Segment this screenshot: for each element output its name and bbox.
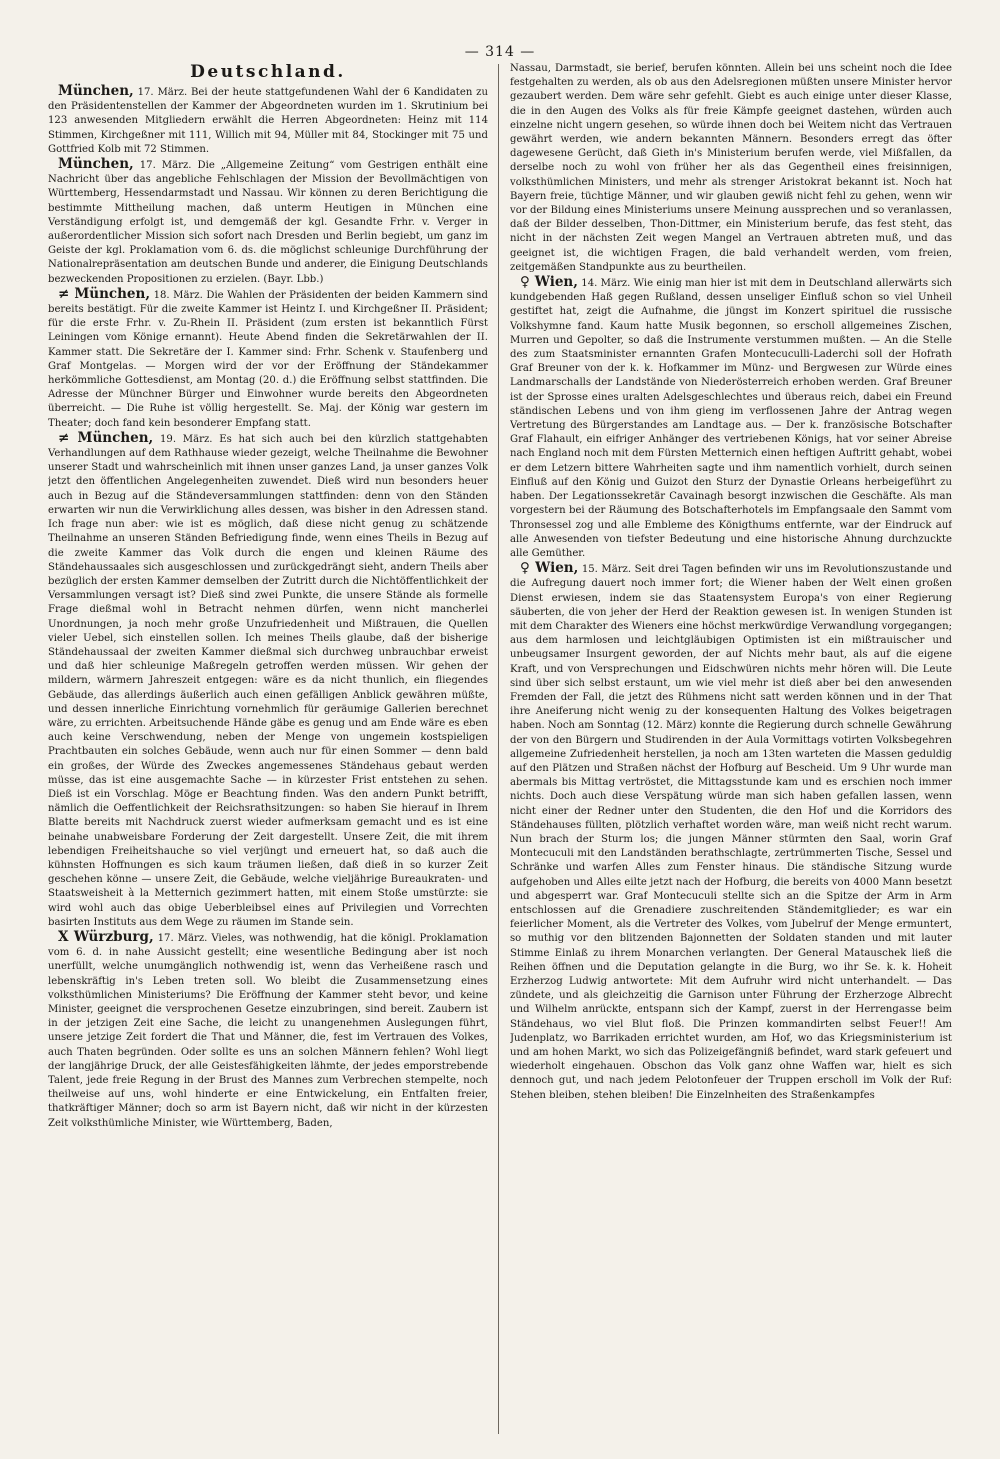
article-wurzburg-continued bbox=[510, 62, 952, 275]
article-munich-17-zeitung bbox=[48, 157, 488, 287]
page-number: — 314 — bbox=[464, 44, 536, 60]
article-munich-18 bbox=[48, 287, 488, 431]
article-text: Es hat sich auch bei den kürzlich stattgehabten Verhandlungen auf dem Rathhause wieder gezeigt, welche Theilnahme die Bewohner unserer Stadt und wahrscheinlich mit ihnen unser ganzes Land, ja unser ganzes Volk jetzt den öffentlichen Angelegenheiten zuwendet. Dieß wird nun besonders heuer auch in Bezug auf die Ständeversammlungen stattfinden: denn von den Ständen erwarten wir nun die Verwirklichung alles dessen, was bisher in den Adressen stand. Ich frage nun aber: wie ist es möglich, daß diese nicht genug zu schätzende Theilnahme an unseren Ständen Befriedigung finde, wenn eines Theils in Bezug auf die zweite Kammer das Volk durch die engen und kleinen Räume des Ständehaussaales sich ausgeschlossen und zurückgedrängt sieht, andern Theils aber bezüglich der ersten Kammer demselben der Zutritt durch die Nichtöffentlichkeit der Versammlungen versagt ist? Dieß sind zwei Punkte, die unsere Stände als formelle Frage dießmal wohl in Betracht nehmen dürfen, wenn nicht mancherlei Unordnungen, ja noch mehr große Unzufriedenheit und Mißtrauen, die Quellen vieler Uebel, sich einstellen sollen. Ich meines Theils glaube, daß der bisherige Ständehaussaal der zweiten Kammer dießmal sich durchweg unbrauchbar erweist und daß hier schleunige Maßregeln getroffen werden müssen. Wir gehen der mildern, wärmern Jahreszeit entgegen: wäre es da nicht thunlich, ein fliegendes Gebäude, das allerdings äußerlich auch einen gefälligen Anblick gewähren müßte, und dessen innerliche Einrichtung vornehmlich für geräumige Gallerien berechnet wäre, zu errichten. Arbeitsuchende Hände gäbe es genug und am Ende wäre es eben auch keine Verschwendung, neben der Menge von ungemein kostspieligen Prachtbauten ein solches Gebäude, wenn auch nur für einen Sommer — denn bald ein großes, der Würde des Zweckes angemessenes Ständehaus gebaut werden müsse, das ist eine ausgemachte Sache — in kürzester Frist entstehen zu sehen. Dieß ist ein Vorschlag. Möge er Beachtung finden. Was den andern Punkt betrifft, nämlich die Oeffentlichkeit der Reichsrathsitzungen: so haben Sie hierauf in Ihrem Blatte bereits mit Nachdruck zuerst wieder aufmerksam gemacht und es ist eine beinahe unabweisbare Forderung der Zeit dargestellt. Unsere Zeit, die mit ihrem lebendigen Freiheitshauche so viel verjüngt und erneuert hat, so daß auch die kühnsten Hoffnungen es sich kaum träumen ließen, daß dieß in so kurzer Zeit geschehen könne — unsere Zeit, die Gebäude, welche vieljährige Bureaukraten- und Staatsweisheit à la Metternich gezimmert hatten, mit einem Stoße umstürzte: sie wird wohl auch das obige Ueberbleibsel eines auf Privilegien und Vorrechten basirten Instituts aus dem Wege zu räumen im Stande sein. bbox=[48, 433, 488, 928]
article-text: Die „Allgemeine Zeitung“ vom Gestrigen enthält eine Nachricht über das angebliche Fehlschlagen der Mission der Bevollmächtigen von Württemberg, Hessendarmstadt und Nassau. Wir können zu deren Berichtigung die bestimmte Mittheilung machen, daß unterm Heutigen in München eine Verständigung erfolgt ist, und demgemäß der kgl. Gesandte Frhr. v. Verger in außerordentlicher Mission sich sofort nach Dresden und Berlin begiebt, um ganz im Geiste der kgl. Proklamation vom 6. ds. die möglichst schleunige Durchführung der Nationalrepräsentation am deutschen Bunde und anderer, die Einigung Deutschlands bezweckenden Propositionen zu erzielen. (Bayr. Lbb.) bbox=[48, 160, 488, 285]
article-dateline: München, bbox=[58, 156, 134, 173]
article-date: 19. März. bbox=[159, 433, 213, 445]
article-vienna-15 bbox=[510, 561, 952, 1103]
article-munich-17-election bbox=[48, 84, 488, 157]
article-date: 18. März. bbox=[153, 289, 203, 301]
right-column bbox=[510, 62, 952, 1442]
article-text: Bei der heute stattgefundenen Wahl der 6 Kandidaten zu den Präsidentenstellen der Kammer der Abgeordneten wurden im 1. Skrutinium bei 123 anwesenden Mitgliedern erwählt die Herren Abgeordneten: Heinz mit 114 Stimmen, Kirchgeßner mit 111, Willich mit 94, Müller mit 84, Stockinger mit 75 und Gottfried Kolb mit 72 Stimmen. bbox=[48, 87, 488, 155]
article-date: 17. März. bbox=[157, 932, 208, 944]
article-vienna-14 bbox=[510, 275, 952, 561]
article-date: 15. März. bbox=[581, 564, 632, 576]
article-text: Nassau, Darmstadt, sie berief, berufen könnten. Allein bei uns scheint noch die Idee festgehalten zu werden, als ob aus den Adelsregionen müßten unsere Minister hervor gezaubert werden. Dem wäre sehr gefehlt. Giebt es auch einige unter dieser Klasse, die in den Augen des Volks als für freie Kämpfe geeignet dastehen, würden auch einzelne nicht ungern gesehen, so würde ihnen doch bei Weitem nicht das Vertrauen gewährt werden, wie andern bekannten Männern. Besonders erregt das öfter dagewesene Gerücht, daß Gieth in's Ministerium berufen werde, viel Mißfallen, da derselbe noch zu wohl von früher her als das Gegentheil eines freisinnigen, volksthümlichen Ministers, und mehr als strenger Aristokrat bekannt ist. Noch hat Bayern freie, tüchtige Männer, und wir glauben gewiß nicht fehl zu gehen, wenn wir vor der Bildung eines Ministeriums unsere Meinung aussprechen und so veranlassen, daß der Bilder desselben, Thon-Dittmer, ein Ministerium berufe, das fest steht, das nicht in der nächsten Zeit wegen Mangel an Vertrauen abtreten muß, und das geeignet ist, die wichtigen Fragen, die bald verhandelt werden, vom freien, zeitgemäßen Standpunkte aus zu beurtheilen. bbox=[510, 63, 952, 273]
article-dateline: ♀ Wien, bbox=[520, 560, 579, 577]
article-date: 14. März. bbox=[581, 278, 631, 290]
article-wurzburg-17 bbox=[48, 930, 488, 1131]
article-dateline: München, bbox=[58, 83, 134, 99]
article-dateline: ≠ München, bbox=[58, 429, 154, 446]
article-dateline: ≠ München, bbox=[58, 285, 151, 302]
article-date: 17. März. bbox=[139, 160, 192, 172]
left-column bbox=[48, 62, 488, 1442]
article-text: Die Wahlen der Präsidenten der beiden Kammern sind bereits bestätigt. Für die zweite Kammer ist Heintz I. und Kirchgeßner II. Präsident; für die erste Frhr. v. Zu-Rhein II. Präsident (zum ersten ist bekanntlich Fürst Leiningen vom Könige ernannt). Heute Abend finden die Sekretärwahlen der II. Kammer statt. Die Sekretäre der I. Kammer sind: Frhr. Schenk v. Staufenberg und Graf Montgelas. — Morgen wird der vor der Eröffnung der Ständekammer herkömmliche Gottesdienst, am Montag (20. d.) die Eröffnung selbst stattfinden. Die Adresse der Münchner Bürger und Einwohner wurde bereits den Abgeordneten überreicht. — Die Ruhe ist völlig hergestellt. Se. Maj. der König war gestern im Theater; doch fand kein besonderer Empfang statt. bbox=[48, 289, 488, 429]
section-title: Deutschland. bbox=[190, 62, 346, 82]
article-dateline: X Würzburg, bbox=[58, 928, 154, 945]
article-text: Seit drei Tagen befinden wir uns im Revolutionszustande und die Aufregung dauert noch immer fort; die Wiener haben der Welt einen großen Dienst erwiesen, indem sie das Staatensystem Europa's von einer Regierung säuberten, die von jeher der Herd der Reaktion gewesen ist. In wenigen Stunden ist mit dem Charakter des Wieners eine höchst merkwürdige Verwandlung vorgegangen; aus dem harmlosen und leichtgläubigen Optimisten ist ein mißtrauischer und unbeugsamer Insurgent geworden, der auf Nichts mehr baut, als auf die eigene Kraft, und von Versprechungen und Eidschwüren nichts mehr hören will. Die Leute sind über sich selbst erstaunt, um wie viel mehr ist dieß aber bei den anwesenden Fremden der Fall, die jetzt des Rühmens nicht satt werden können und in der That ihre Aneiferung nicht wenig zu der konsequenten Haltung des Volkes beigetragen haben. Noch am Sonntag (12. März) konnte die Regierung durch schnelle Gewährung der von den Bürgern und Studirenden in der Aula Vormittags votirten Volksbegehren allgemeine Zufriedenheit herstellen, ja noch am 13ten warteten die Massen geduldig auf den Plätzen und Straßen nächst der Hofburg auf Bescheid. Um 9 Uhr wurde man abermals bis Mittag vertröstet, die Mittagsstunde kam und es erschien noch immer nichts. Doch auch diese Verspätung würde man sich haben gefallen lassen, wenn nicht einer der Redner unter den Studenten, die den Hof und die Korridors des Ständehauses füllten, plötzlich verhaftet worden wäre, man weiß nicht recht warum. Nun brach der Sturm los; die jungen Männer stürmten den Saal, worin Graf Montecuculi mit den Landständen berathschlagte, zertrümmerten Tische, Sessel und Schränke und warfen Alles zum Fenster hinaus. Die ständische Sitzung wurde aufgehoben und Alles eilte jetzt nach der Hofburg, die bereits von 4000 Mann besetzt und abgesperrt war. Graf Montecuculi stellte sich an die Spitze der Arm in Arm entschlossen auf die Grenadiere zuschreitenden Ständemitglieder; es war ein feierlicher Moment, als die Vertreter des Volkes, vom Jubelruf der Menge ermuntert, so muthig vor den blitzenden Bajonnetten der Soldaten standen und mit lauter Stimme Einlaß zu ihrem Monarchen verlangten. Der General Matauschek ließ die Reihen öffnen und die Deputation gelangte in die Burg, wo ihr Se. k. k. Hoheit Erzherzog Ludwig antwortete: Mit dem Aufruhr wird nicht unterhandelt. — Das zündete, und als gleichzeitig die Garnison unter Führung der Erzherzoge Albrecht und Wilhelm anrückte, entspann sich der Kampf, zuerst in der Herrengasse beim Ständehaus, wo viel Blut floß. Die Prinzen kommandirten selbst Feuer!! Am Judenplatz, wo Barrikaden errichtet wurden, am Hof, wo das Kriegsministerium ist und am hohen Markt, wo sich das Polizeigefängniß befindet, ward stark gefeuert und wiederholt eingehauen. Obschon das Volk ganz ohne Waffen war, hielt es sich dennoch gut, und nach jedem Pelotonfeuer der Truppen erscholl im Volk der Ruf: Stehen bleiben, stehen bleiben! Die Einzelnheiten des Straßenkampfes bbox=[510, 564, 952, 1101]
column-divider bbox=[498, 64, 499, 1434]
article-munich-19 bbox=[48, 431, 488, 930]
article-dateline: ♀ Wien, bbox=[520, 274, 578, 291]
article-text: Vieles, was nothwendig, hat die königl. Proklamation vom 6. d. in nahe Aussicht gestellt; eine wesentliche Bedingung aber ist noch unerfüllt, welche unumgänglich nothwendig ist, wenn das Verheißene rasch und lebenskräftig in's Leben treten soll. Wo bleibt die Zusammensetzung eines volksthümlichen Ministeriums? Die Eröffnung der Kammer steht bevor, und keine Minister, geeignet die versprochenen Gesetze einzubringen, sind bereit. Zaubern ist in der jetzigen Zeit eine Sache, die leicht zu unangenehmen Auslegungen führt, unsere jetzige Zeit fordert die That und Männer, die, fest im Vertrauen des Volkes, auch Thaten begründen. Oder sollte es uns an solchen Männern fehlen? Wohl liegt der langjährige Druck, der alle Geistesfähigkeiten lähmte, der jedes emporstrebende Talent, jede freie Regung in der Brust des Mannes zum Verbrechen stempelte, noch theilweise auf uns, wohl hinderte er eine Entwickelung, ein Entfalten freier, thatkräftiger Männer; doch so arm ist Bayern nicht, daß wir nicht in der kürzesten Zeit volksthümliche Minister, wie Württemberg, Baden, bbox=[48, 932, 488, 1129]
article-date: 17. März. bbox=[137, 87, 188, 98]
article-text: Wie einig man hier ist mit dem in Deutschland allerwärts sich kundgebenden Haß gegen Rußland, dessen unseliger Einfluß schon so viel Unheil gestiftet hat, zeigt die Aufnahme, die jüngst im Konzert spirituel die russische Volkshymne fand. Kaum hatte Musik begonnen, so erscholl allgemeines Zischen, Murren und Gepolter, so daß die Instrumente verstummen mußten. — An die Stelle des zum Staatsminister ernannten Grafen Montecuculli-Laderchi soll der Hofrath Graf Breuner von der k. k. Hofkammer im Münz- und Bergwesen zur Würde eines Landmarschalls der Landstände von Niederösterreich erhoben werden. Graf Breuner ist der Sprosse eines uralten Adelsgeschlechtes und überaus reich, dabei ein Freund ständischen Lebens und von ihm gieng im verflossenen Jahre der Antrag wegen Vertretung des Bürgerstandes am Landtage aus. — Der k. französische Botschafter Graf Flahault, ein eifriger Anhänger des vertriebenen Königs, hat vor seiner Abreise nach England noch mit dem Fürsten Metternich einen heftigen Auftritt gehabt, wobei er dem Letzern bittere Wahrheiten sagte und ihm namentlich vorhielt, durch seinen Einfluß auf den König und Guizot den Sturz der Dynastie Orleans herbeigeführt zu haben. Der Legationssekretär Cavainagh besorgt inzwischen die Geschäfte. Als man vorgestern bei der Räumung des Botschafterhotels im Empfangsaale den Sammt vom Thronsessel zog und alle Embleme des Königthums entfernte, war der Eindruck auf alle Anwesenden von tiefster Bedeutung und eine historische Ahnung durchzuckte alle Gemüther. bbox=[510, 278, 952, 559]
